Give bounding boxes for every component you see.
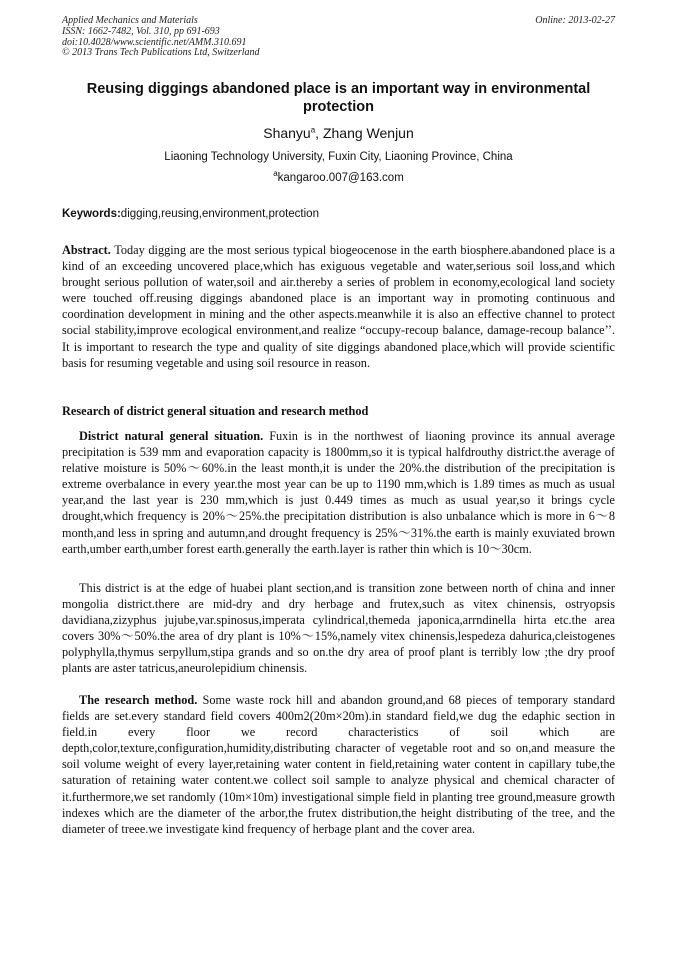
- email-line: [62, 169, 615, 184]
- keywords: [62, 208, 615, 220]
- paragraph: [62, 692, 615, 837]
- journal-doi: doi:10.4028/www.scientific.net/AMM.310.691: [62, 36, 247, 48]
- paragraph-text: Fuxin is in the northwest of liaoning province its annual average precipitation is 539 mm and evaporation capacity is 1800mm,so it is typical halfdrouthy district.the average of relative moisture is 50%～60%.in the least month,it is under the 20%.the distribution of the precipitation is extreme overbalance in every year.the most year can be up to 1190 mm,which is 1.89 times as much as usual year,and the last year is 230 mm,which is just 0.449 times as much as usual year,so it brings cycle drought,which frequency is 20%～25%.the precipitation distribution is also unbalance which is more in 6～8 month,and less in spring and autumn,and drought frequency is 25%～31%.the earth is mainly exuviated brown earth,umber earth,umber forest earth.generally the earth.layer is rather thin which is 10～30cm.: [62, 429, 615, 556]
- author-name: Zhang Wenjun: [322, 125, 414, 141]
- journal-copyright: © 2013 Trans Tech Publications Ltd, Switzerland: [62, 47, 260, 59]
- affiliation: Liaoning Technology University, Fuxin City, Liaoning Province, China: [164, 151, 513, 163]
- online-date: Online: 2013-02-27: [535, 15, 615, 26]
- section-heading: Research of district general situation and research method: [62, 404, 369, 418]
- paragraph-lead: The research method.: [79, 693, 198, 707]
- journal-header: [62, 16, 615, 59]
- abstract-text: Today digging are the most serious typical biogeocenose in the earth biosphere.abandoned place is a kind of an exceeding uncovered place,which has exiguous vegetable and water,serious soil loss,and which brought serious pollution of water,soil and air.thereby a series of problem in economy,ecological land society were touched off.reusing diggings abandoned place is an important way in promoting continuous and coordination development in mining and the other aspects.meanwhile it is also an effective channel to protect social stability,improve ecological environment,and realize “occupy-recoup balance, damage-recoup balance’’. It is important to research the type and quality of site diggings abandoned place,which will provide scientific basis for resuming vegetable and using soil resource in reason.: [62, 243, 615, 370]
- author-name: Shanyu: [263, 125, 311, 141]
- author-affiliation-mark: a: [310, 125, 316, 135]
- author-line: [62, 125, 615, 141]
- keywords-label: Keywords:: [62, 208, 121, 220]
- email-affiliation-mark: a: [273, 169, 278, 179]
- keywords-text: digging,reusing,environment,protection: [120, 208, 319, 220]
- email-address: kangaroo.007@163.com: [277, 172, 404, 184]
- paragraph: [62, 428, 615, 557]
- abstract-label: Abstract.: [62, 243, 111, 257]
- paper-title: Reusing diggings abandoned place is an important way in environmental protection: [86, 81, 591, 115]
- journal-issn: ISSN: 1662-7482, Vol. 310, pp 691-693: [62, 25, 220, 37]
- author-separator: ,: [315, 125, 323, 141]
- journal-name: Applied Mechanics and Materials: [62, 15, 198, 26]
- abstract: [62, 242, 615, 371]
- paragraph-text: This district is at the edge of huabei plant section,and is transition zone between north of china and inner mongolia district.there are mid-dry and dry herbage and frutex,such as vitex chinensis, ostryopsis davidiana,zizyphus jujube,var.spinosus,imperata cylindrical,themeda japonica,arrndinella hirta etc.the area covers 30%～50%.the area of dry plant is 10%～15%,namely vitex chinensis,lespedeza dahurica,cleistogenes polyphylla,thymus serpyllum,stipa grands and so on.the dry area of proof plant is terribly low ;the dry proof plants are aster tatricus,aneurolepidium chinensis.: [62, 581, 615, 676]
- paragraph: [62, 580, 615, 677]
- paragraph-text: Some waste rock hill and abandon ground,and 68 pieces of temporary standard fields are set.every standard field covers 400m2(20m×20m).in standard field,we dug the edaphic section in field.in every floor we record characteristics of soil which are depth,color,texture,configuration,humidity,distributing character of vegetable root and so on,and measure the soil volume weight of every layer,retaining water content in field,retaining water content in capillary tube,the saturation of retaining water content.we collect soil sample to analyze physical and chemical character of it.furthermore,we set randomly (10m×10m) investigational simple field in planting tree ground,measure growth indexes which are the diameter of the arbor,the frutex distribution,the height distributing of the tree, and the diameter of treee.we investigate kind frequency of herbage plant and the cover area.: [62, 693, 616, 836]
- paragraph-lead: District natural general situation.: [79, 429, 264, 443]
